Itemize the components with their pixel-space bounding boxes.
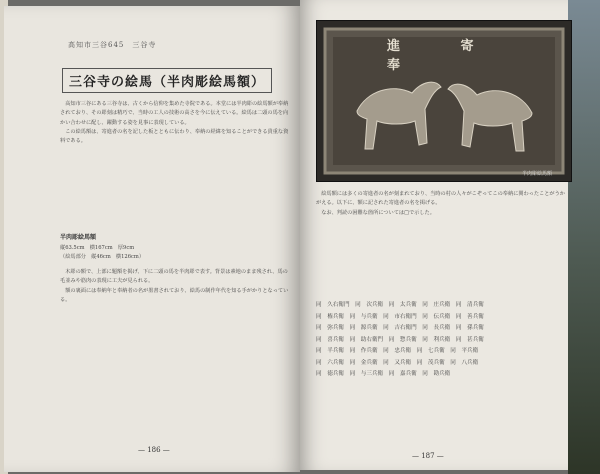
background-scenery	[568, 0, 600, 474]
photo-caption: 半肉彫絵馬額	[522, 171, 553, 177]
left-body-text-1: 高知市三谷にある三谷寺は、古くから信仰を集めた寺院である。本堂には半肉彫の絵馬額が奉納されており、その彫刻は精巧で、当時の工人の技術の高さを今に伝えている。絵馬は二頭の馬を向かい合わせに配し、躍動する姿を見事に表現している。 この絵馬額は、寄進者の名を記した板とともに伝わり、奉納の経緯を知ることができる貴重な資料である。	[60, 101, 289, 145]
section-title: 三谷寺の絵馬（半肉彫絵馬額）	[62, 68, 272, 93]
artifact-label: 半肉彫絵馬額	[60, 234, 97, 241]
right-body-text: 絵馬額には多くの寄進者の名が刻まれており、当時の村の人々がこぞってこの奉納に関わったことがうかがえる。以下に、額に記された寄進者の名を掲げる。 なお、判読の困難な箇所については□で示した。	[316, 191, 565, 216]
ema-plaque-photo	[316, 20, 572, 182]
page-heading: 高知市三谷645 三谷寺	[68, 41, 157, 49]
left-page-number: — 186 —	[138, 446, 170, 454]
artifact-dimensions: 縦63.5cm 横167cm 厚9cm	[60, 245, 135, 251]
artifact-dimensions-detail: （絵馬部分 縦46cm 横126cm）	[60, 254, 145, 260]
left-body-text-2: 木彫の額で、上部に題額を掲げ、下に二頭の馬を半肉彫で表す。背景は素地のまま残され、馬の毛並みや筋肉の表現に工夫が見られる。 額の裏面には奉納年と奉納者の名が墨書されており、絵馬の制作年代を知る手がかりとなっている。	[60, 269, 289, 303]
donor-name-list: 同 久右衛門 同 次兵衛 同 太兵衛 同 庄兵衛 同 清兵衛 同 権兵衛 同 与兵衛 同 市右衛門 同 伝兵衛 同 善兵衛 同 弥兵衛 同 源兵衛 同 吉右衛門 同 長兵衛 同 孫兵衛 同 喜兵衛 同 助右衛門 同 惣兵衛 同 利兵衛 同 甚兵衛 同 半兵衛 同 作兵衛 同 忠兵衛 同 七兵衛 同 平兵衛 同 六兵衛 同 金兵衛 同 又兵衛 同 茂兵衛 同 八兵衛 同 徳兵衛 同 与三兵衛 同 嘉兵衛 同 勘兵衛	[316, 302, 484, 377]
right-page-number: — 187 —	[412, 452, 444, 460]
plaque-inscription: 進 寄 奉	[387, 39, 502, 73]
